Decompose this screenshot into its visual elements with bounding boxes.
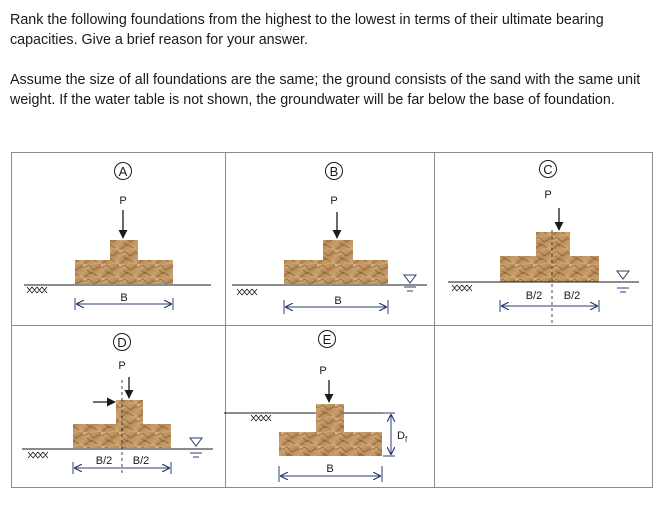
figure-c	[448, 161, 639, 325]
figure-e-footing	[279, 432, 382, 456]
figure-d-label: D	[117, 335, 127, 350]
figure-c-half-left: B/2	[525, 290, 543, 302]
foundation-diagrams	[11, 152, 653, 488]
figure-e-label: E	[322, 332, 332, 347]
figure-a-width: B	[120, 292, 128, 304]
figure-b-column	[323, 240, 353, 260]
figure-a-footing	[75, 260, 173, 284]
figure-e-width: B	[326, 463, 334, 475]
figure-e	[224, 331, 408, 483]
figure-e-column	[316, 404, 344, 432]
figure-c-load: P	[544, 189, 552, 201]
figure-d-half-left: B/2	[95, 455, 113, 467]
figure-b-footing	[284, 260, 388, 284]
figure-e-depth: $D_f$	[397, 430, 408, 444]
figure-e-load: P	[319, 365, 327, 377]
figure-c-footing	[500, 256, 599, 282]
figure-d-half-right: B/2	[132, 455, 150, 467]
figure-b-label: B	[329, 164, 339, 179]
figure-a	[24, 163, 211, 311]
figure-c-column	[536, 232, 570, 260]
figure-c-label: C	[543, 162, 553, 177]
figure-a-column	[110, 240, 138, 260]
question-paragraph-1: Rank the following foundations from the highest to the lowest in terms of their ultimate bearing capacities. Give a brief reason for your answer.	[10, 12, 604, 48]
figure-c-half-right: B/2	[563, 290, 581, 302]
figure-d-column	[116, 400, 143, 424]
figure-d-load: P	[118, 360, 126, 372]
figure-d	[22, 334, 213, 475]
figure-a-label: A	[118, 164, 128, 179]
question-paragraph-2: Assume the size of all foundations are the same; the ground consists of the sand with the same unit weight. If the water table is not shown, the groundwater will be far below the base of foundation.	[10, 72, 641, 108]
figure-b-width: B	[334, 295, 342, 307]
figure-b-load: P	[330, 195, 338, 207]
figure-a-load: P	[119, 195, 127, 207]
figure-b	[232, 163, 427, 315]
